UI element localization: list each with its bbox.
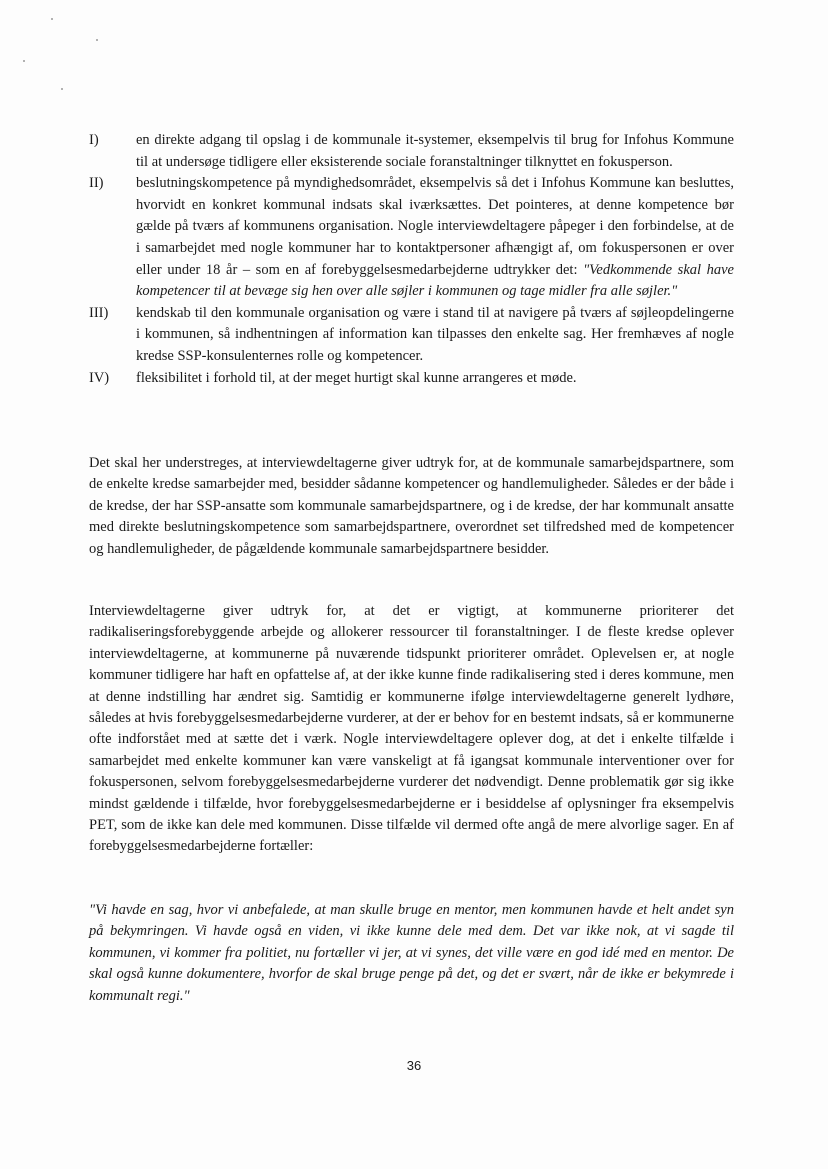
scan-speck (51, 18, 53, 20)
list-item (89, 368, 734, 390)
page-number: 36 (406, 1058, 422, 1073)
list-text-body: beslutningskompetence på myndighedsområdet, eksempelvis så det i Infohus Kommune kan besluttes, hvorvidt en konkret kommunal indsats skal iværksættes. Det pointeres, at denne kompetence bør gælde på tværs af kommunens organisation. Nogle interviewdeltagere påpeger i den forbindelse, at de i samarbejdet med nogle kommuner har to kontaktpersoner afhængigt af, om fokuspersonen er over eller under 18 år – som en af forebyggelsesmedarbejderne udtrykker det: (136, 175, 734, 278)
list-item (89, 173, 734, 303)
list-text: kendskab til den kommunale organisation og være i stand til at navigere på tværs af søjleopdelingerne i kommunen, så indhentningen af information kan tilpasses den enkelte sag. Her fremhæves af nogle kredse SSP-konsulenternes rolle og kompetencer. (136, 304, 734, 364)
list-item (89, 303, 734, 368)
scan-speck (61, 88, 63, 90)
numbered-list (89, 130, 734, 389)
body-paragraph: Det skal her understreges, at interviewdeltagerne giver udtryk for, at de kommunale samarbejdspartnere, som de enkelte kredse samarbejder med, besidder sådanne kompetencer og handlemuligheder. Således er der både i de kredse, der har SSP-ansatte som kommunale samarbejdspartnere, og i de kredse, der har kommunalt ansatte med direkte beslutningskompetence som samarbejdspartnere, overordnet set tilfredshed med de kompetencer og handlemuligheder, de pågældende kommunale samarbejdspartnere besidder. (89, 455, 734, 557)
scan-speck (96, 39, 98, 41)
list-number: III) (89, 304, 109, 321)
list-number: II) (89, 175, 104, 192)
scan-speck (23, 60, 25, 62)
list-number: IV) (89, 369, 110, 386)
body-paragraph: Interviewdeltagerne giver udtryk for, at det er vigtigt, at kommunerne prioriterer det radikaliseringsforebyggende arbejde og allokerer ressourcer til foranstaltninger. I de fleste kredse oplever interviewdeltagerne, at kommunerne på nuværende tidspunkt prioriterer området. Oplevelsen er, at nogle kommuner tidligere har haft en opfattelse af, at der ikke kunne finde radikalisering sted i deres kommune, men at denne indstilling har ændret sig. Samtidig er kommunerne ifølge interviewdeltagerne generelt lydhøre, således at hvis forebyggelsesmedarbejderne vurderer, at der er behov for en bestemt indsats, så er kommunerne ofte indforstået med at sætte det i værk. Nogle interviewdeltagere oplever dog, at det i enkelte tilfælde i samarbejdet med enkelte kommuner kan være vanskeligt at få igangsat kommunale interventioner over for fokuspersonen, selvom forebyggelsesmedarbejderne vurderer det nødvendigt. Denne problematik gør sig ikke mindst gældende i tilfælde, hvor forebyggelsesmedarbejderne er i besiddelse af oplysninger fra eksempelvis PET, som de ikke kan dele med kommunen. Disse tilfælde vil dermed ofte angå de mere alvorlige sager. En af forebyggelsesmedarbejderne fortæller: (89, 603, 734, 855)
list-item (89, 130, 734, 173)
list-number: I) (89, 132, 99, 148)
list-text: fleksibilitet i forhold til, at der meget hurtigt skal kunne arrangeres et møde. (136, 369, 577, 386)
list-text: en direkte adgang til opslag i de kommunale it-systemer, eksempelvis til brug for Infohus Kommune til at undersøge tidligere eller eksisterende sociale foranstaltninger tilknyttet en fokusperson. (136, 132, 734, 170)
block-quote: "Vi havde en sag, hvor vi anbefalede, at man skulle bruge en mentor, men kommunen havde et helt andet syn på bekymringen. Vi havde også en viden, vi ikke kunne dele med dem. Det var ikke nok, at vi sagde til kommunen, vi kommer fra politiet, nu fortæller vi jer, at vi synes, det ville være en god idé med en mentor. De skal også kunne dokumentere, hvorfor de skal bruge penge på det, og det er svært, når de ikke er bekymrede i kommunalt regi." (89, 902, 734, 1004)
list-quote: "Vedkommende skal have kompetencer til at bevæge sig hen over alle søjler i kommunen og tage midler fra alle søjler." (136, 261, 734, 300)
list-text (136, 173, 734, 303)
